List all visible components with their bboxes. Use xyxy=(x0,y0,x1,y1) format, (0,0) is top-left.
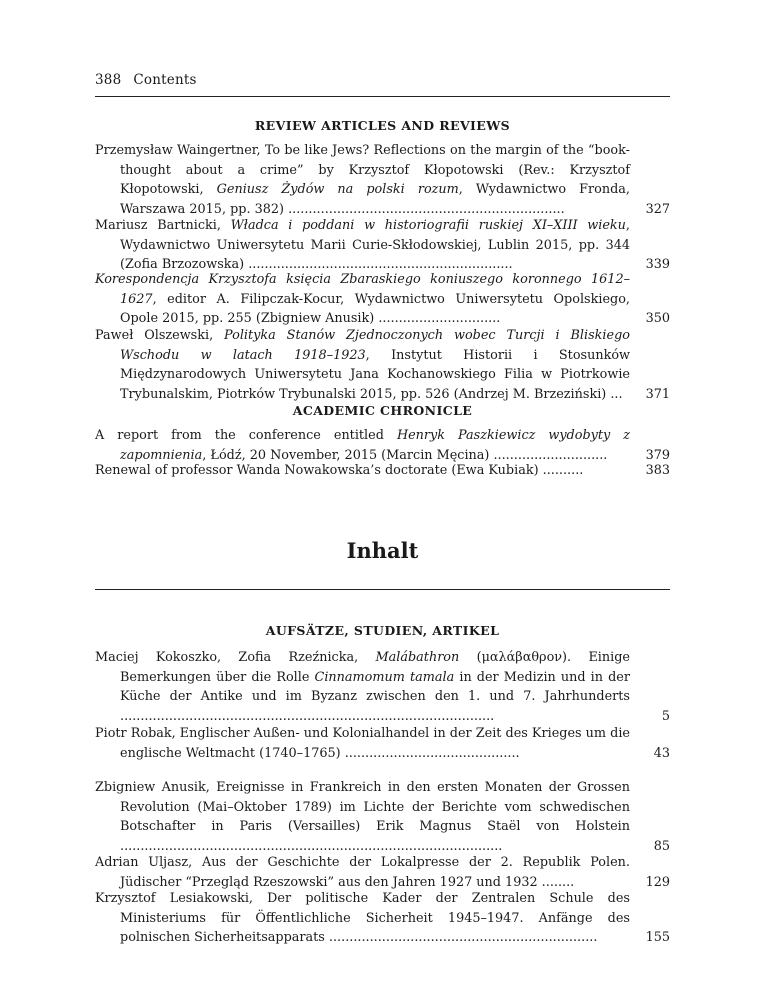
entry-page-number: 371 xyxy=(645,387,670,403)
entry-page-number: 379 xyxy=(645,447,670,463)
entry-text: , Łódź, 20 November, 2015 (Marcin Męcina) ............................ xyxy=(202,447,608,463)
entry-text: Maciej Kokoszko, Zofia Rzeźnicka, xyxy=(95,650,376,665)
toc-entry[interactable] xyxy=(95,461,670,481)
entry-title: Polityka Stanów Zjednoczonych wobec Turcji i Bliskiego Wschodu w latach 1918–1923 xyxy=(120,328,630,363)
entry-title: Cinnamomum tamala xyxy=(314,669,455,685)
entry-page-number: 155 xyxy=(645,930,670,946)
entry-text: in der Medizin und in der Küche der Antike und im Byzanz zwischen den 1. und 7. Jahrhunderts ............................................................................................ xyxy=(120,669,630,725)
entry-text: Paweł Olszewski, xyxy=(95,328,225,343)
entry-title: Korespondencja Krzysztofa księcia Zbaraskiego koniuszego koronnego 1612–1627 xyxy=(95,272,630,307)
entry-text: , Wydawnictwo Fronda, Warszawa 2015, pp. 382) .................................................................... xyxy=(120,182,630,218)
header-rule xyxy=(95,96,670,97)
section-heading-review: REVIEW ARTICLES AND REVIEWS xyxy=(254,118,511,133)
page-number: 388 xyxy=(95,72,122,88)
entry-page-number: 129 xyxy=(645,874,670,890)
entry-page-number: 339 xyxy=(645,257,670,273)
entry-title: Henryk Paszkiewicz wydobyty z zapomnienia xyxy=(120,428,630,463)
inhalt-title: Inhalt xyxy=(346,538,419,563)
entry-page-number: 85 xyxy=(653,839,670,855)
toc-entry[interactable] xyxy=(95,648,670,727)
entry-page-number: 5 xyxy=(661,709,670,725)
entry-text: (μαλάβαθρον). Einige Bemerkungen über die Rolle xyxy=(120,650,630,685)
entry-text: Zbigniew Anusik, Ereignisse in Frankreich in den ersten Monaten der Grossen Revolution (Mai–Oktober 1789) im Lichte der Berichte vom schwedischen Botschafter in Paris (Versailles) Erik Magnus Staël von Holstein .............................................................................................. xyxy=(95,780,630,855)
entry-text: Mariusz Bartnicki, xyxy=(95,218,231,233)
toc-entry[interactable] xyxy=(95,141,670,220)
inhalt-rule xyxy=(95,589,670,590)
toc-entry[interactable] xyxy=(95,426,670,465)
entry-page-number: 327 xyxy=(645,202,670,218)
entry-text: Adrian Uljasz, Aus der Geschichte der Lokalpresse der 2. Republik Polen. Jüdischer “Przegląd Rzeszowski” aus den Jahren 1927 und 1932 ........ xyxy=(95,855,630,890)
entry-page-number: 350 xyxy=(645,311,670,327)
entry-page-number: 43 xyxy=(653,745,670,761)
entry-page-number: 383 xyxy=(645,463,670,478)
toc-entry[interactable] xyxy=(95,270,670,329)
entry-title: Malábathron xyxy=(375,650,460,665)
entry-text: , Instytut Historii i Stosunków Międzynarodowych Uniwersytetu Jana Kochanowskiego Filia w Piotrkowie Trybunalskim, Piotrków Trybunalski 2015, pp. 526 (Andrzej M. Brzeziński) ... xyxy=(120,347,630,403)
entry-text: Renewal of professor Wanda Nowakowska’s doctorate (Ewa Kubiak) .......... xyxy=(95,463,584,478)
section-heading-aufsaetze: AUFSÄTZE, STUDIEN, ARTIKEL xyxy=(265,623,500,638)
entry-text: , Wydawnictwo Uniwersytetu Marii Curie-Skłodowskiej, Lublin 2015, pp. 344 (Zofia Brzozowska) ................................................................. xyxy=(120,218,630,273)
entry-title: Władca i poddani w historiografii ruskiej XI–XIII wieku xyxy=(230,218,626,233)
section-heading-chronicle: ACADEMIC CHRONICLE xyxy=(292,403,473,418)
entry-text: A report from the conference entitled xyxy=(95,428,397,443)
running-head-title: Contents xyxy=(133,72,197,88)
entry-text: , editor A. Filipczak-Kocur, Wydawnictwo Uniwersytetu Opolskiego, Opole 2015, pp. 255 (Zbigniew Anusik) .............................. xyxy=(120,291,630,327)
toc-entry[interactable] xyxy=(95,216,670,275)
entry-text: Piotr Robak, Englischer Außen- und Kolonialhandel in der Zeit des Krieges um die englische Weltmacht (1740–1765) ........................................... xyxy=(95,726,630,761)
toc-entry[interactable] xyxy=(95,853,670,892)
entry-text: Krzysztof Lesiakowski, Der politische Kader der Zentralen Schule des Ministeriums für Öffentlichliche Sicherheit 1945–1947. Anfänge des polnischen Sicherheitsapparats .................................................................. xyxy=(95,891,630,946)
entry-title: Geniusz Żydów na polski rozum xyxy=(216,182,459,198)
toc-entry[interactable] xyxy=(95,889,670,948)
toc-entry[interactable] xyxy=(95,326,670,405)
toc-entry[interactable] xyxy=(95,778,670,857)
entry-text: Przemysław Waingertner, To be like Jews? Reflections on the margin of the “book-thought about a crime” by Krzysztof Kłopotowski (Rev.: Krzysztof Kłopotowski, xyxy=(95,143,630,198)
toc-entry[interactable] xyxy=(95,724,670,763)
running-head xyxy=(95,72,197,88)
